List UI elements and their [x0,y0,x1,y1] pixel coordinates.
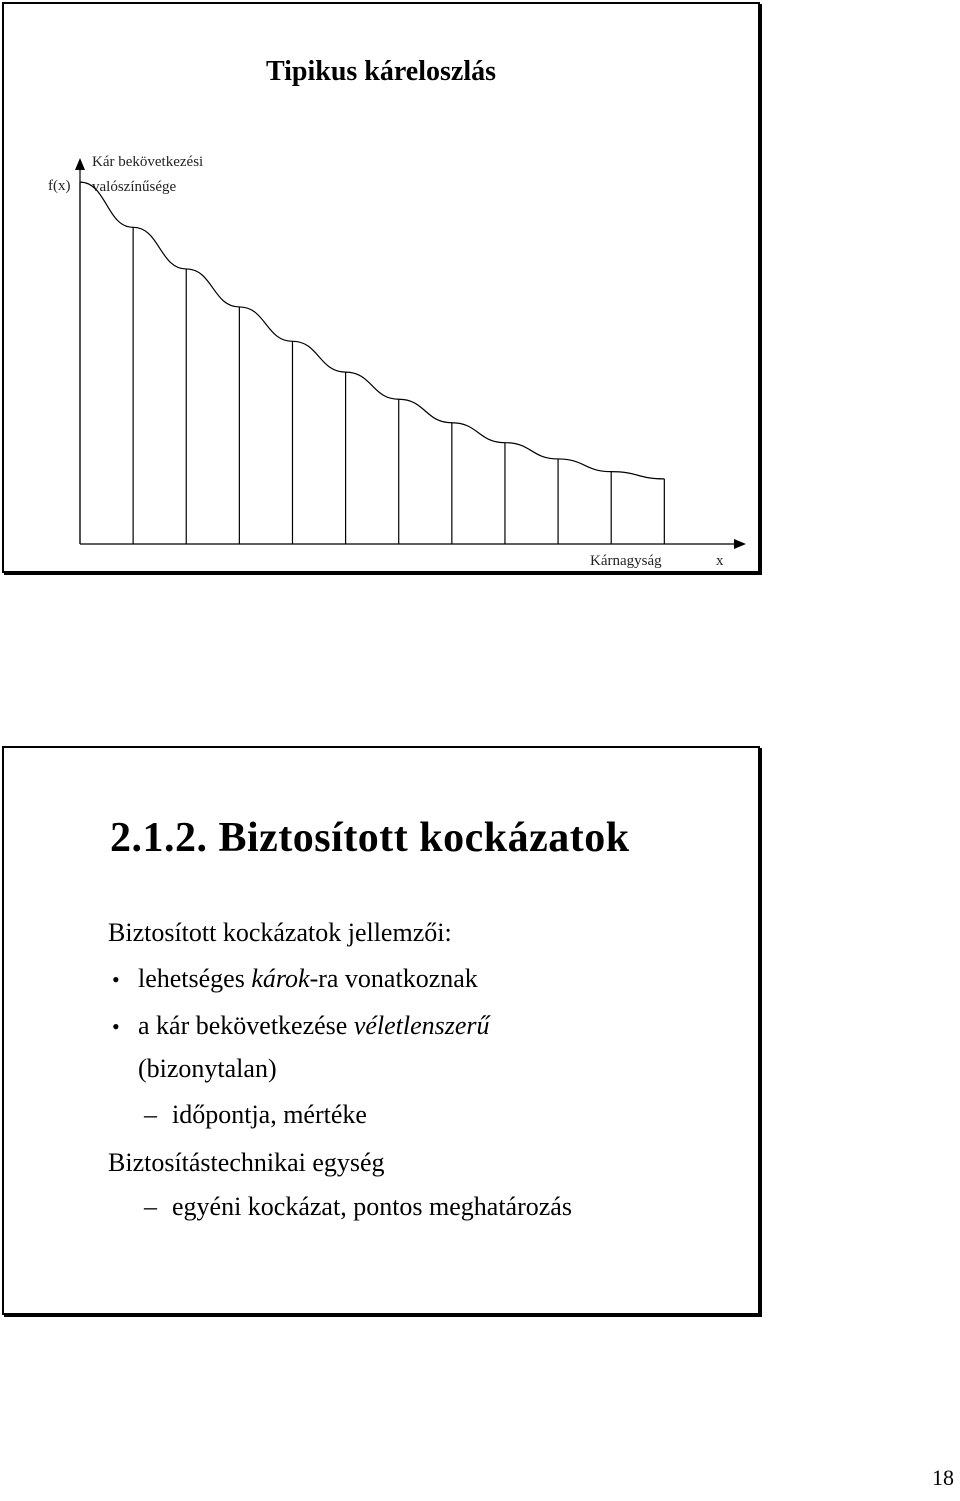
slide-title: Tipikus káreloszlás [265,56,497,87]
bullet-2-text: a kár bekövetkezése [138,1011,354,1040]
chart-plot [4,4,758,571]
bullet-item-1 [138,964,478,994]
bullet-item-2 [138,1011,490,1041]
intro-text: Biztosított kockázatok jellemzői: [108,918,452,947]
y-axis-symbol: f(x) [48,178,71,194]
x-axis-arrow-icon [734,539,746,549]
dash-marker: – [144,1192,157,1221]
bullet-2-emphasis: véletlenszerű [353,1011,490,1040]
x-axis-label: Kárnagyság [590,553,662,569]
bullet-1-emphasis: károk [251,964,310,993]
bullet-2-continuation: (bizonytalan) [138,1054,277,1083]
sub-item-2: egyéni kockázat, pontos meghatározás [172,1192,572,1221]
sub-item-1: időpontja, mértéke [172,1100,367,1129]
x-axis-symbol: x [716,553,724,569]
bullet-1-suffix: -ra vonatkoznak [309,964,478,993]
slide-distribution-chart [2,2,760,573]
y-axis-arrow-icon [75,158,85,170]
y-axis-label-line1: Kár bekövetkezési [92,154,204,170]
slide-title: 2.1.2. Biztosított kockázatok [110,815,630,861]
bullet-1-text: lehetséges [138,964,252,993]
page-number: 18 [932,1465,954,1490]
heading-2: Biztosítástechnikai egység [108,1148,385,1177]
bullet-marker: • [112,1014,120,1039]
dash-marker: – [144,1100,157,1129]
bullet-marker: • [112,967,120,992]
y-axis-label-line2: valószínűsége [92,179,177,195]
slide-insured-risks [2,746,760,1315]
density-curve [80,182,664,479]
